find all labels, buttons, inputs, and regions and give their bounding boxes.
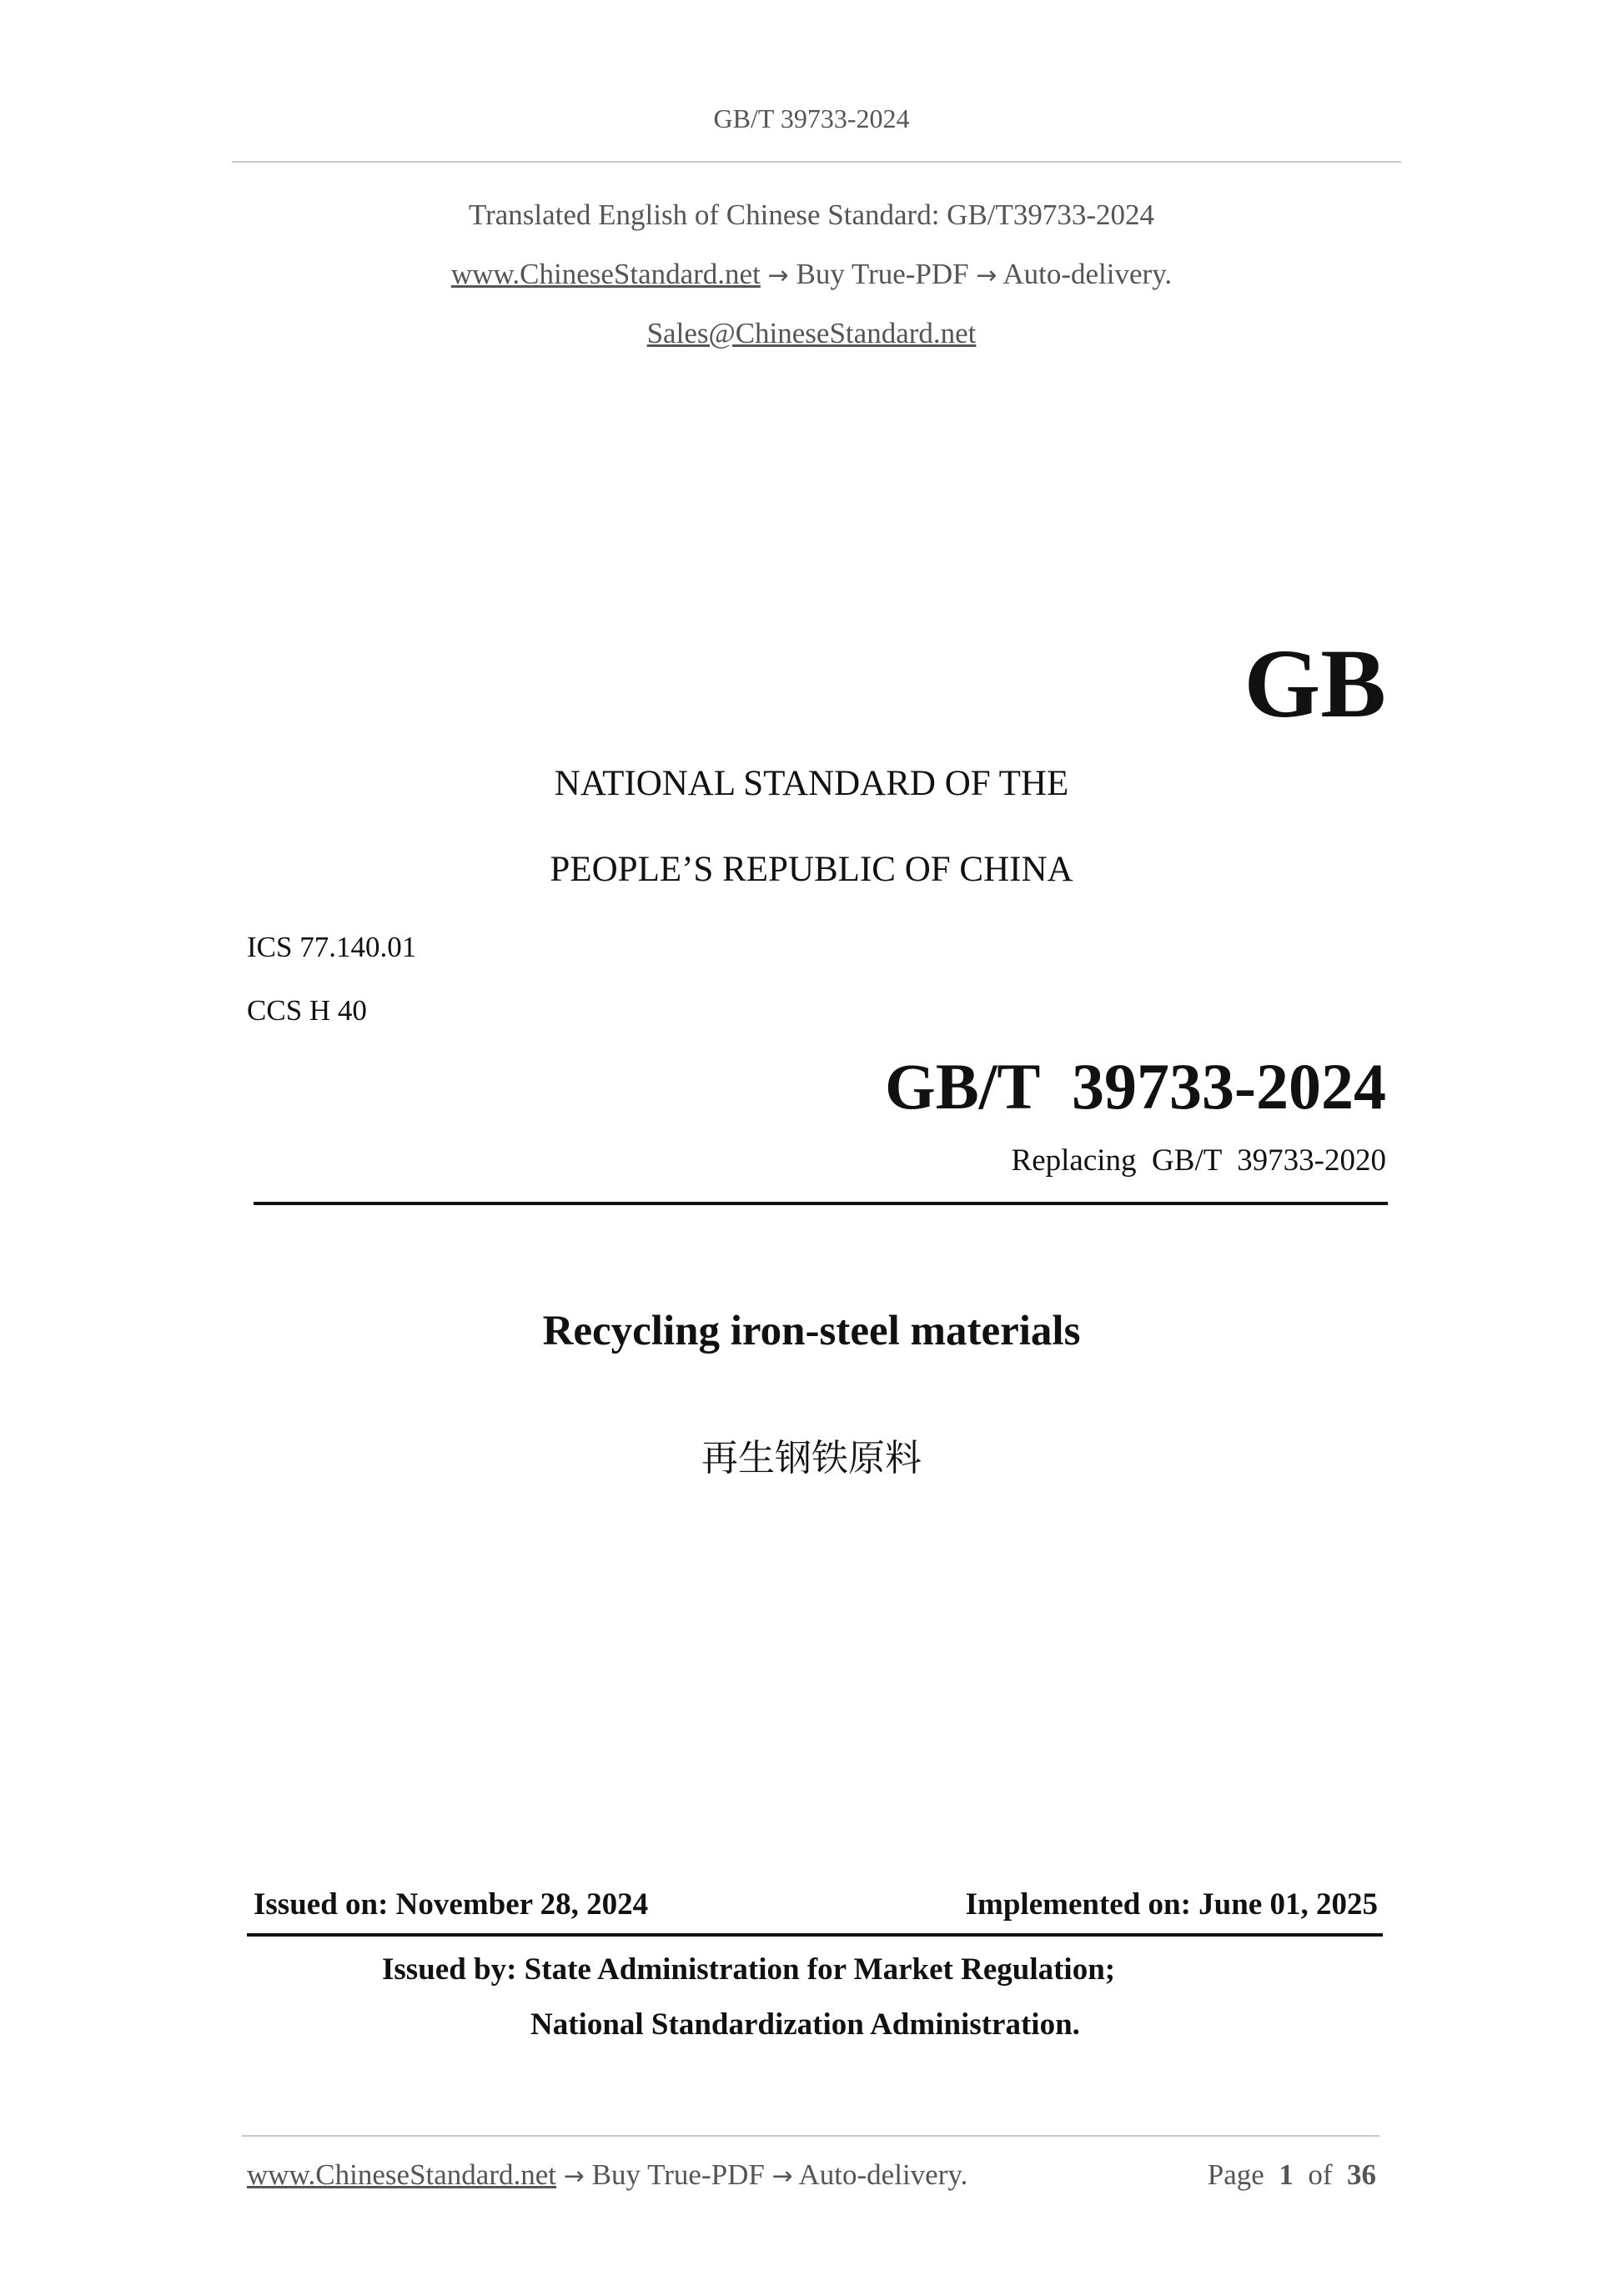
site-link[interactable]: www.ChineseStandard.net [450, 258, 761, 290]
page-current: 1 [1279, 2158, 1294, 2191]
sales-email-link[interactable]: Sales@ChineseStandard.net [646, 317, 977, 349]
issued-on-date: Issued on: November 28, 2024 [254, 1887, 649, 1922]
footer-auto-delivery-text: Auto-delivery. [798, 2158, 968, 2191]
page-total: 36 [1347, 2158, 1376, 2191]
implemented-on-date: Implemented on: June 01, 2025 [965, 1887, 1378, 1922]
footer-site-link[interactable]: www.ChineseStandard.net [247, 2158, 556, 2191]
arrow-right-icon: → [767, 261, 789, 290]
ccs-code: CCS H 40 [247, 994, 367, 1027]
auto-delivery-text: Auto-delivery. [1002, 258, 1173, 290]
national-standard-line2: PEOPLE’S REPUBLIC OF CHINA [550, 850, 1073, 889]
running-header-title: GB/T 39733-2024 [713, 103, 910, 133]
issued-by-line2: National Standardization Administration. [530, 2007, 1080, 2042]
arrow-right-icon: → [771, 2162, 793, 2191]
arrow-right-icon: → [563, 2162, 585, 2191]
issuance-divider [247, 1933, 1383, 1937]
issued-by-line1: Issued by: State Administration for Market Regulation; [382, 1952, 1116, 1987]
buy-pdf-text: Buy True-PDF [796, 258, 969, 290]
sales-email-line [0, 317, 1623, 350]
replacing-standard: Replacing GB/T 39733-2020 [1011, 1143, 1386, 1178]
footer-buy-pdf-text: Buy True-PDF [591, 2158, 765, 2191]
promo-line [0, 258, 1623, 291]
english-title: Recycling iron-steel materials [542, 1308, 1081, 1354]
footer-divider [242, 2135, 1379, 2137]
ics-code: ICS 77.140.01 [247, 931, 417, 963]
title-divider [254, 1202, 1388, 1205]
gb-mark: GB [1244, 629, 1386, 738]
header-divider [232, 161, 1401, 163]
page-of-label: of [1308, 2158, 1333, 2191]
footer-promo [247, 2158, 967, 2192]
chinese-title: 再生钢铁原料 [701, 1437, 922, 1480]
arrow-right-icon: → [976, 261, 997, 290]
page-label: Page [1207, 2158, 1264, 2191]
national-standard-line1: NATIONAL STANDARD OF THE [554, 764, 1069, 803]
standard-number: GB/T 39733-2024 [885, 1050, 1386, 1123]
page-indicator [1208, 2158, 1376, 2192]
translation-notice: Translated English of Chinese Standard: GB/T39733-2024 [468, 198, 1155, 231]
